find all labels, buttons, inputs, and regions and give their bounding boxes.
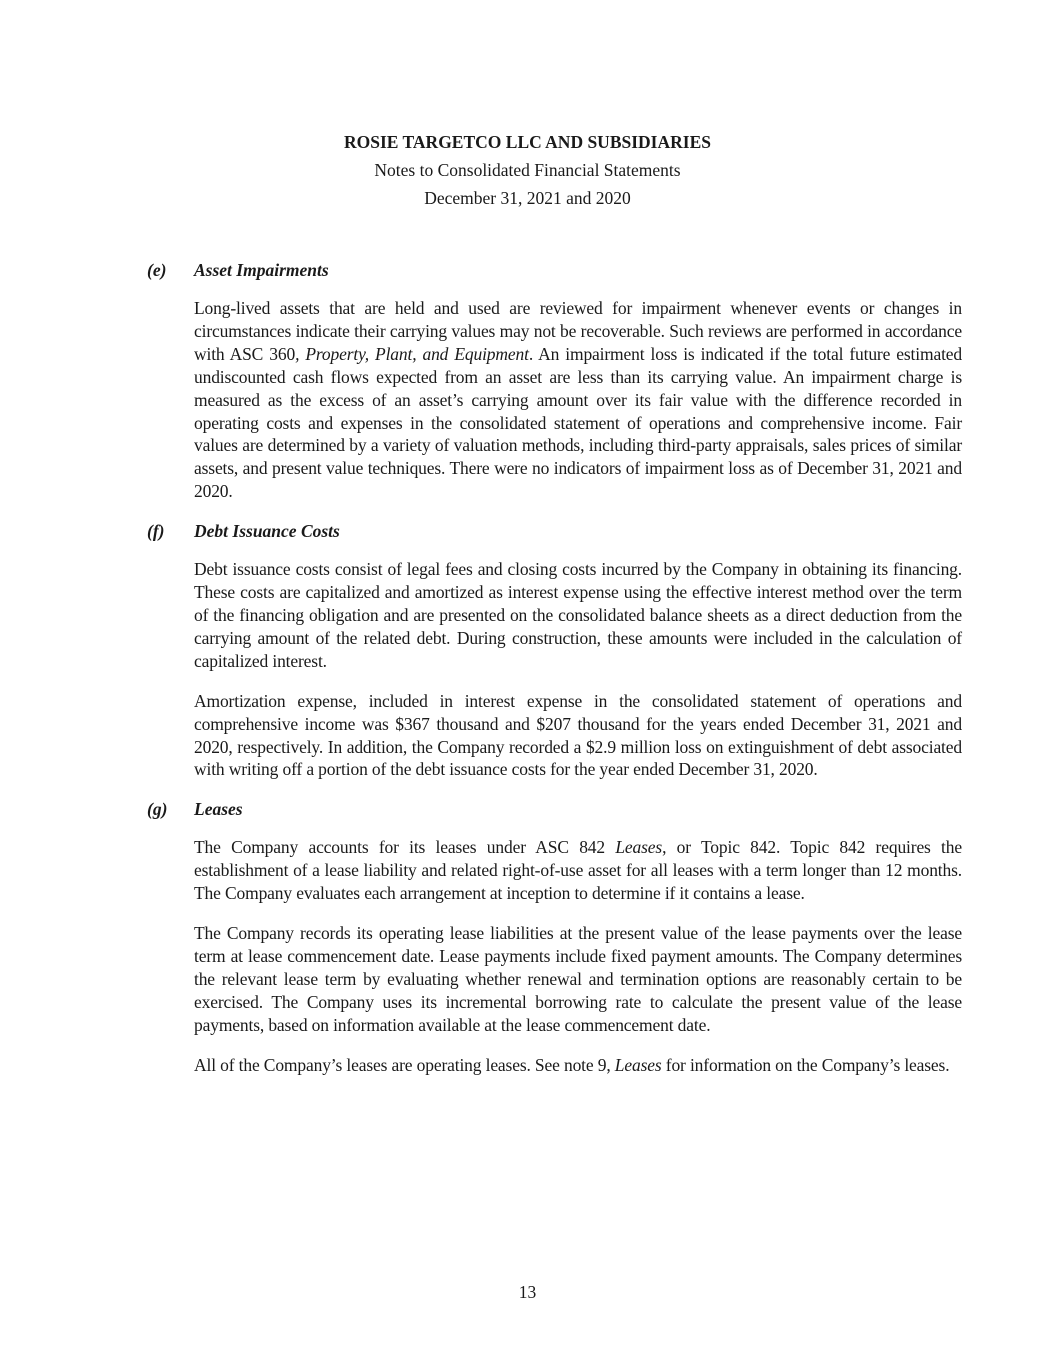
section-letter: (f) [147, 521, 165, 542]
paragraph-italic-text: , Property, Plant, and Equipment [295, 343, 529, 364]
statement-period: December 31, 2021 and 2020 [424, 188, 631, 208]
paragraph-italic-text: Leases [614, 1054, 662, 1075]
paragraph-text: Debt issuance costs consist of legal fees and closing costs incurred by the Company in obtaining its financing. These costs are capitalized and amortized as interest expense using the effective interest method over the term of the financing obligation and are presented on the consolidated balance sheets as a direct deduction from the carrying amount of the related debt. During construction, these amounts were included in the calculation of capitalized interest. [194, 559, 962, 671]
section-heading [147, 798, 962, 821]
paragraph-text: The Company records its operating lease liabilities at the present value of the lease payments over the lease term at lease commencement date. Lease payments include fixed payment amounts. The Company determines the relevant lease term by evaluating whether renewal and termination options are reasonably certain to be exercised. The Company uses its incremental borrowing rate to calculate the present value of the lease payments, based on information available at the lease commencement date. [194, 923, 962, 1035]
paragraph-text: All of the Company’s leases are operating leases. See note 9, [194, 1054, 615, 1075]
section-title: Debt Issuance Costs [194, 521, 340, 542]
section-asset-impairments [147, 259, 962, 503]
section-title: Asset Impairments [194, 260, 329, 280]
section-leases [147, 798, 962, 1076]
section-heading [147, 259, 962, 282]
paragraph-text: for information on the Company’s leases. [661, 1054, 950, 1075]
paragraph-text: , or Topic 842. Topic 842 requires the establishment of a lease liability and related right-of-use asset for all leases with a term longer than 12 months. The Company evaluates each arrangement at inception to determine if it contains a lease. [194, 837, 962, 904]
paragraph-text: Long-lived assets that are held and used are reviewed for impairment whenever events or changes in circumstances indicate their carrying values may not be recoverable. Such reviews are performed in accordance with ASC 360 [194, 298, 962, 364]
company-name: ROSIE TARGETCO LLC AND SUBSIDIARIES [344, 132, 711, 152]
section-debt-issuance-costs [147, 520, 962, 781]
section-heading [147, 520, 962, 543]
paragraph-italic-text: Leases [615, 837, 663, 858]
paragraph [194, 297, 962, 503]
section-letter: (g) [147, 799, 168, 820]
paragraph-text: The Company accounts for its leases under ASC 842 [194, 837, 616, 858]
section-letter: (e) [147, 260, 167, 280]
paragraph-text: Amortization expense, included in interest expense in the consolidated statement of operations and comprehensive income was $367 thousand and $207 thousand for the years ended December 31, 2021 and 2020, respectively. In addition, the Company recorded a $2.9 million loss on extinguishment of debt associated with writing off a portion of the debt issuance costs for the year ended December 31, 2020. [194, 690, 962, 780]
paragraph [194, 836, 962, 905]
paragraph-text: . An impairment loss is indicated if the total future estimated undiscounted cash flows expected from an asset are less than its carrying value. An impairment charge is measured as the excess of an asset’s carrying amount over its fair value with the difference recorded in operating costs and expenses in the consolidated statement of operations and comprehensive income. Fair values are determined by a variety of valuation methods, including third-party appraisals, sales prices of similar assets, and present value techniques. There were no indicators of impairment loss as of December 31, 2021 and 2020. [194, 343, 962, 502]
paragraph [194, 690, 962, 782]
paragraph [194, 922, 962, 1037]
page-header [0, 131, 1055, 209]
paragraph [194, 558, 962, 673]
page-number: 13 [518, 1282, 537, 1302]
document-title: Notes to Consolidated Financial Statements [374, 160, 681, 180]
section-title: Leases [194, 799, 243, 820]
notes-body [147, 259, 962, 1076]
paragraph [194, 1054, 962, 1077]
